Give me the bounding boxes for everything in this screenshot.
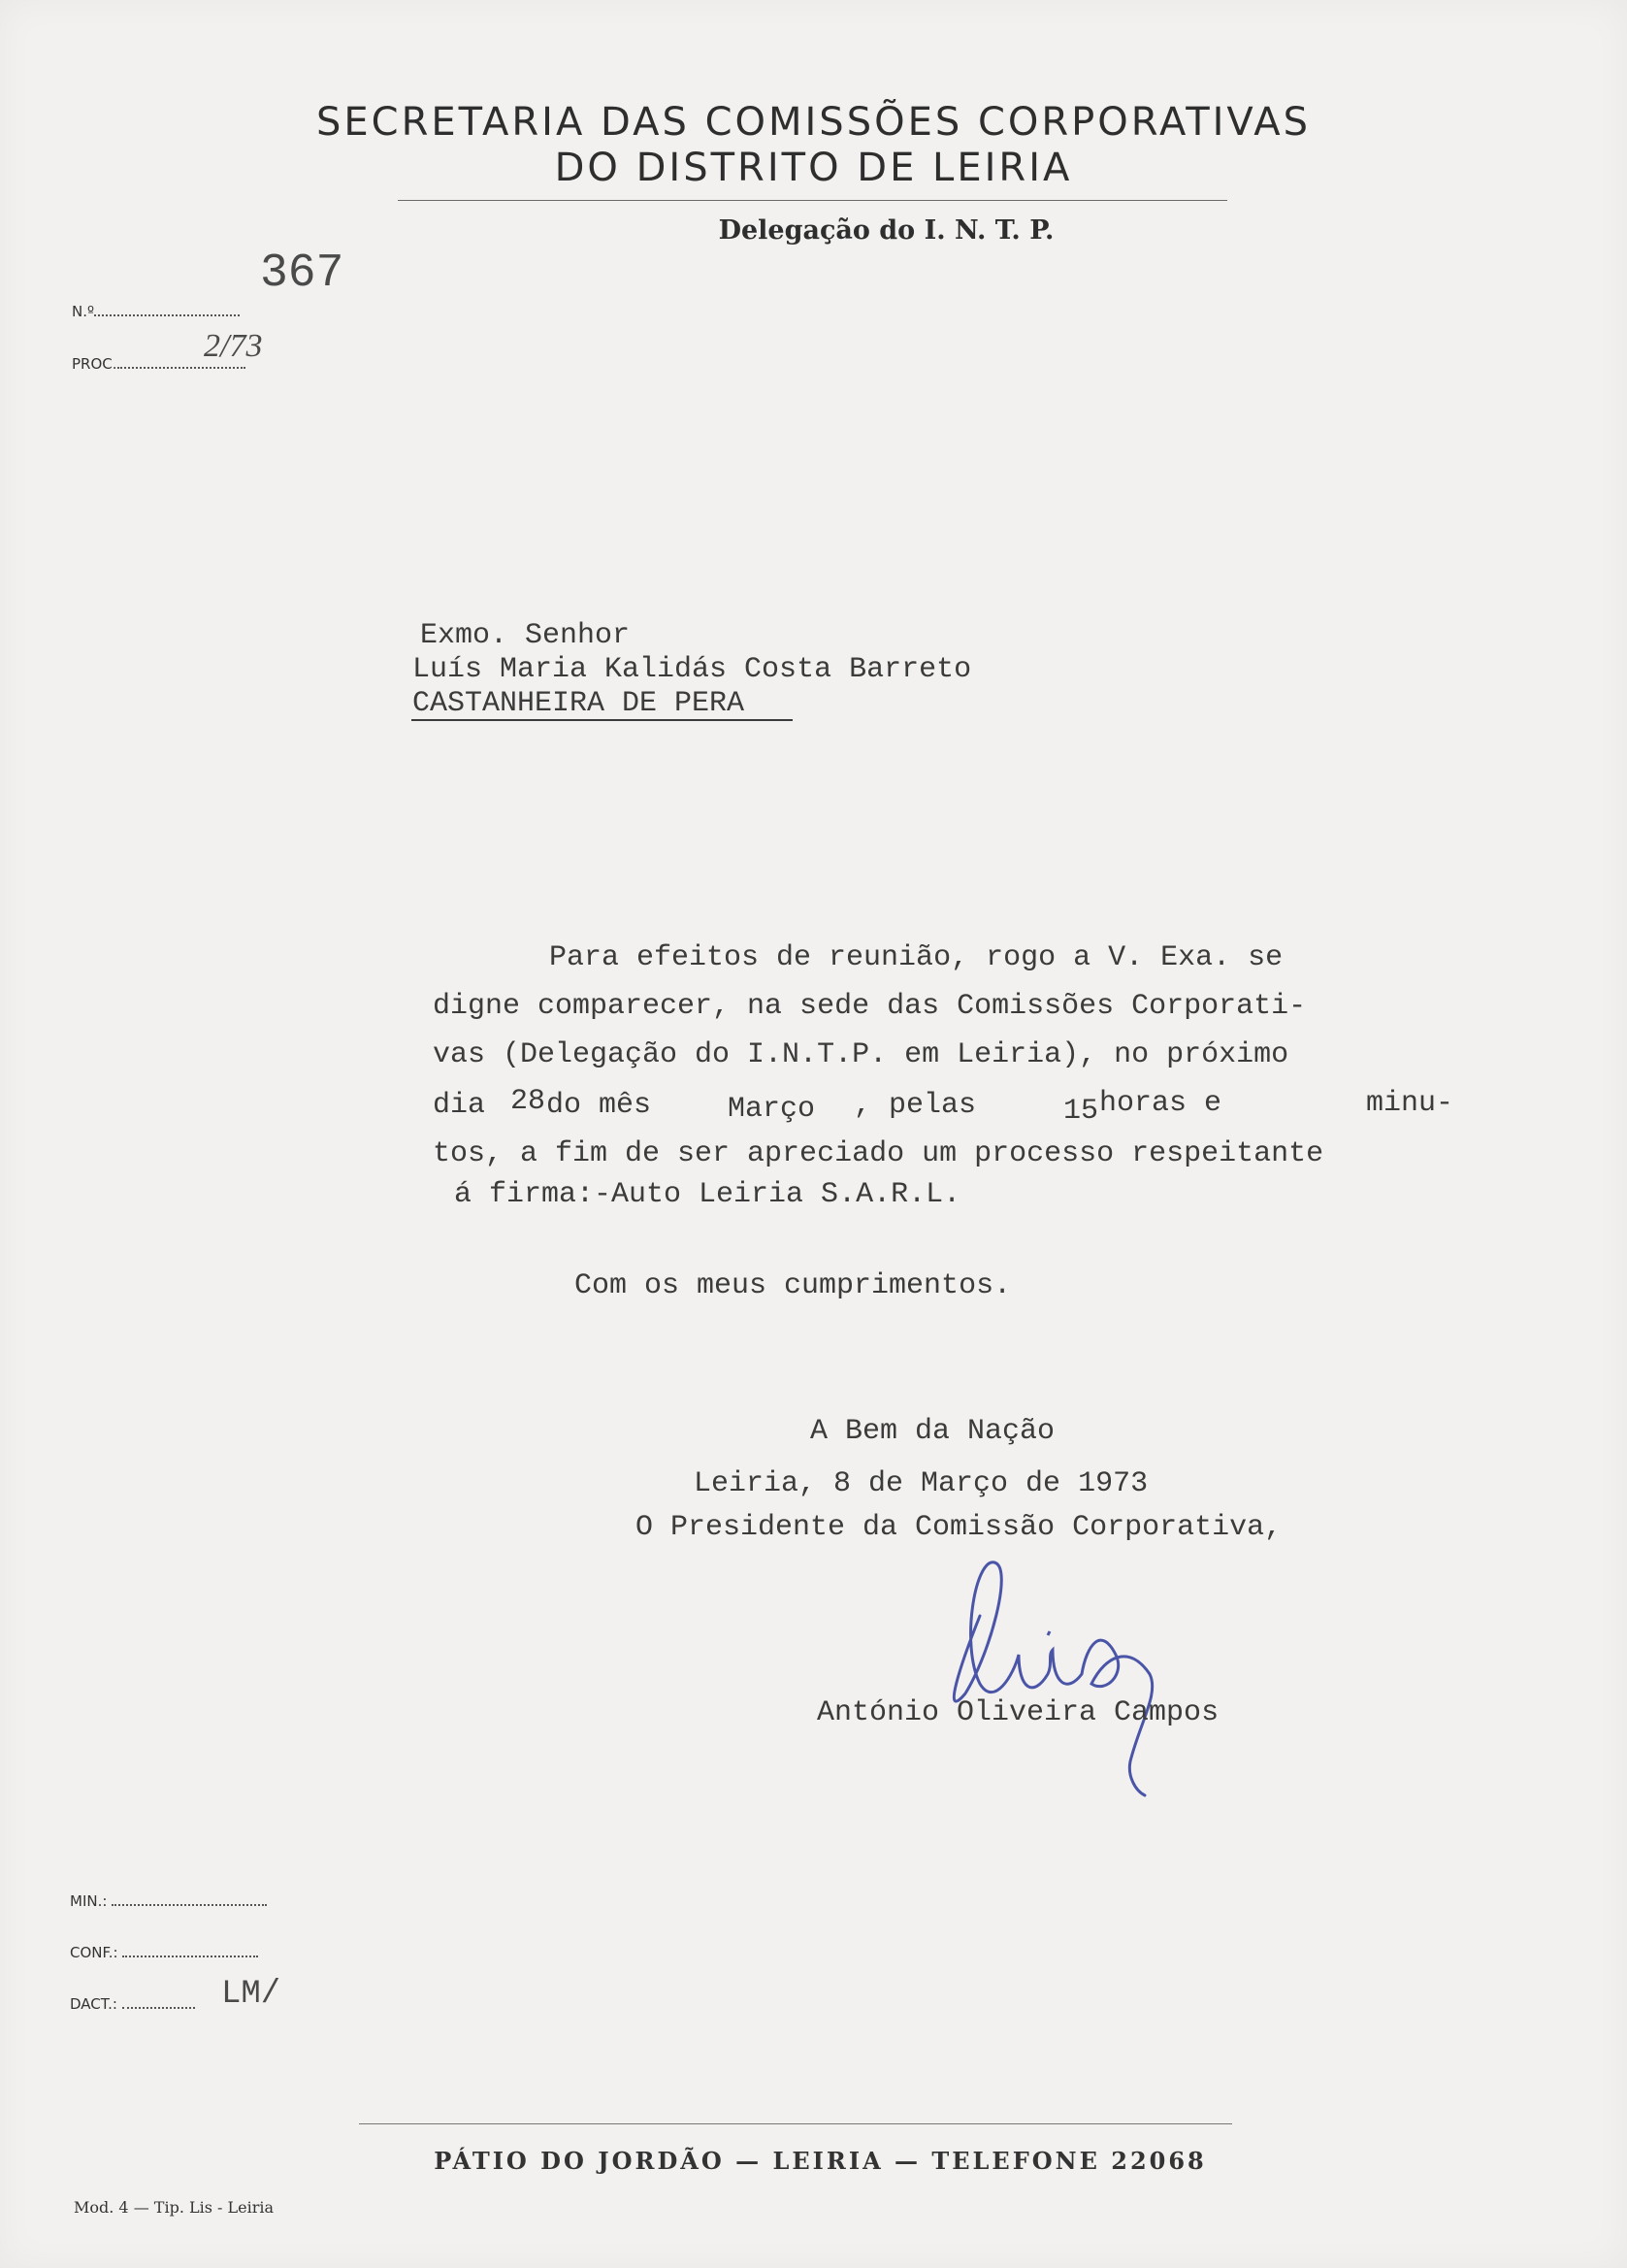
body-line-4-horas: horas e xyxy=(1099,1087,1222,1120)
body-line-3: vas (Delegação do I.N.T.P. em Leiria), no próximo xyxy=(433,1038,1289,1071)
dact-field xyxy=(70,1995,195,2013)
addressee-salutation: Exmo. Senhor xyxy=(420,619,631,652)
addressee-place-underline xyxy=(411,719,793,721)
body-line-2: digne comparecer, na sede das Comissões Corporati- xyxy=(433,990,1307,1023)
printer-mark: Mod. 4 — Tip. Lis - Leiria xyxy=(74,2198,275,2217)
meeting-month: Março xyxy=(728,1093,816,1126)
motto: A Bem da Nação xyxy=(810,1415,1056,1448)
proc-value: 2/73 xyxy=(204,328,263,364)
letterhead-subtitle: Delegação do I. N. T. P. xyxy=(718,215,1055,246)
conf-field xyxy=(70,1944,258,1961)
min-label: MIN.: xyxy=(70,1892,108,1910)
handwritten-signature xyxy=(922,1528,1213,1800)
addressee-name: Luís Maria Kalidás Costa Barreto xyxy=(412,653,972,686)
number-field xyxy=(72,303,240,320)
footer-address: PÁTIO DO JORDÃO — LEIRIA — TELEFONE 22068 xyxy=(434,2147,1207,2175)
dact-value: LM/ xyxy=(221,1976,281,2013)
min-field xyxy=(70,1892,267,1910)
body-line-4-month-label: do mês xyxy=(546,1089,652,1122)
body-line-6: á firma:-Auto Leiria S.A.R.L. xyxy=(454,1178,961,1211)
meeting-day: 28 xyxy=(510,1085,546,1118)
dact-label: DACT.: xyxy=(70,1995,117,2013)
addressee-place: CASTANHEIRA DE PERA xyxy=(412,687,745,720)
body-line-4-pelas: , pelas xyxy=(854,1089,977,1122)
letterhead-title-line1: SECRETARIA DAS COMISSÕES CORPORATIVAS xyxy=(316,100,1311,145)
closing-line: Com os meus cumprimentos. xyxy=(574,1269,1012,1302)
body-line-4-end: minu- xyxy=(1366,1087,1454,1120)
letterhead-rule xyxy=(398,200,1227,201)
signer-role: O Presidente da Comissão Corporativa, xyxy=(635,1511,1283,1544)
body-line-5: tos, a fim de ser apreciado um processo respeitante xyxy=(433,1137,1324,1170)
body-line-4-start: dia xyxy=(433,1089,486,1122)
footer-rule xyxy=(359,2123,1232,2124)
number-label: N.º xyxy=(72,303,95,320)
body-line-1: Para efeitos de reunião, rogo a V. Exa. se xyxy=(549,941,1284,974)
place-date: Leiria, 8 de Março de 1973 xyxy=(694,1467,1149,1500)
conf-label: CONF.: xyxy=(70,1944,118,1961)
proc-label: PROC. xyxy=(72,355,117,373)
meeting-hour: 15 xyxy=(1063,1095,1099,1128)
letterhead-title-line2: DO DISTRITO DE LEIRIA xyxy=(554,146,1073,190)
number-value: 367 xyxy=(260,247,344,300)
signer-name: António Oliveira Campos xyxy=(817,1696,1220,1729)
